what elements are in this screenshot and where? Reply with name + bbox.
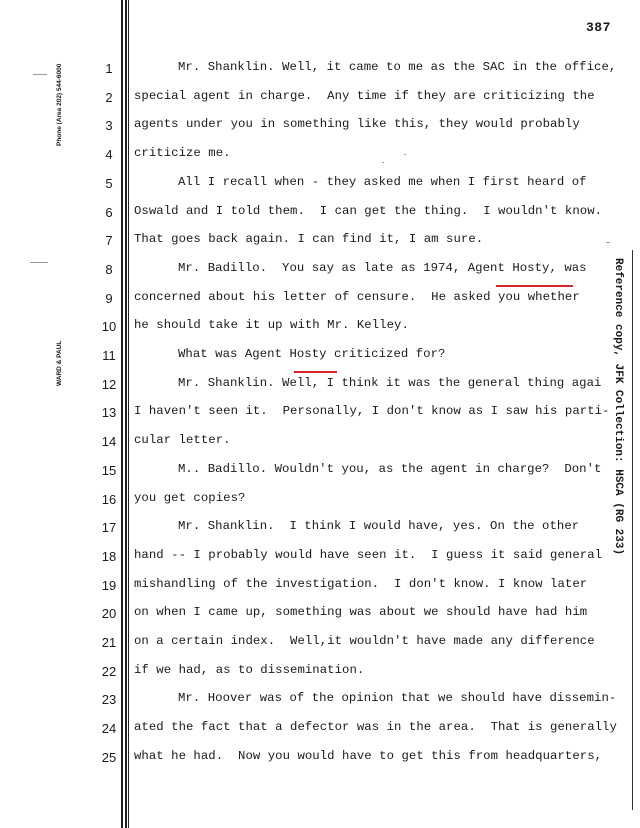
transcript-line: Mr. Shanklin. I think I would have, yes. On the other <box>178 519 580 534</box>
line-number: 8 <box>105 261 113 277</box>
scan-speck <box>30 262 48 263</box>
transcript-line: agents under you in something like this, they would probably <box>134 117 580 132</box>
line-number: 3 <box>105 118 113 134</box>
transcript-line: on when I came up, something was about we should have had him <box>134 605 588 620</box>
transcript-line: I haven't seen it. Personally, I don't know as I saw his parti- <box>134 404 610 419</box>
margin-rule-middle <box>125 0 127 828</box>
transcript-line: M.. Badillo. Wouldn't you, as the agent in charge? Don't <box>178 461 602 476</box>
line-number: 14 <box>101 434 117 450</box>
transcript-line: he should take it up with Mr. Kelley. <box>134 318 409 333</box>
transcript-line: Mr. Hoover was of the opinion that we should have dissemin- <box>178 691 617 706</box>
transcript-line: Mr. Shanklin. Well, it came to me as the SAC in the office, <box>178 60 617 74</box>
line-number: 4 <box>105 147 113 163</box>
scan-speck <box>382 162 384 163</box>
transcript-line: you get copies? <box>134 490 246 505</box>
line-number: 17 <box>101 520 117 536</box>
hosty-underline-line-11 <box>294 371 337 373</box>
line-number: 12 <box>101 376 117 392</box>
line-number: 10 <box>101 319 117 335</box>
line-number: 24 <box>101 721 117 737</box>
transcript-line: concerned about his letter of censure. He asked you whether <box>134 289 580 304</box>
transcript-line: Mr. Badillo. You say as late as 1974, Agent Hosty, was <box>178 260 587 275</box>
scan-speck <box>33 74 47 75</box>
line-number: 7 <box>105 233 113 249</box>
transcript-line: criticize me. <box>134 146 231 161</box>
transcript-line: What was Agent Hosty criticized for? <box>178 347 446 361</box>
line-number: 23 <box>101 692 117 708</box>
transcript-line: cular letter. <box>134 433 231 448</box>
line-number: 11 <box>102 348 116 363</box>
line-number: 22 <box>101 663 117 679</box>
line-number: 5 <box>105 175 113 191</box>
line-number: 20 <box>101 606 117 622</box>
right-margin-rule <box>632 250 633 810</box>
scan-speck <box>404 154 406 155</box>
line-number: 21 <box>101 635 117 650</box>
line-number: 19 <box>101 577 117 593</box>
margin-firm-name: WARD & PAUL <box>56 340 63 386</box>
transcript-line: mishandling of the investigation. I don't know. I know later <box>134 576 588 591</box>
transcript-line: if we had, as to dissemination. <box>134 662 365 677</box>
margin-rule-inner <box>128 0 129 828</box>
transcript-line: special agent in charge. Any time if they are criticizing the <box>134 88 595 103</box>
hosty-underline-line-8 <box>496 285 573 287</box>
line-number: 2 <box>105 89 113 105</box>
line-number: 1 <box>105 61 113 76</box>
transcript-line: All I recall when - they asked me when I first heard of <box>178 174 587 189</box>
page-number: 387 <box>586 20 611 35</box>
transcript-line: what he had. Now you would have to get this from headquarters, <box>134 748 603 763</box>
transcript-line: ated the fact that a defector was in the area. That is generally <box>134 720 617 735</box>
transcript-line: on a certain index. Well,it wouldn't have made any difference <box>134 634 595 648</box>
line-number: 6 <box>105 204 113 220</box>
line-number: 25 <box>101 749 117 765</box>
line-number: 15 <box>101 462 117 478</box>
transcript-line: Mr. Shanklin. Well, I think it was the general thing agai <box>178 375 602 390</box>
line-number: 13 <box>101 405 117 421</box>
archive-reference-stamp: Reference copy, JFK Collection: HSCA (RG 233) <box>612 258 624 556</box>
transcript-line: hand -- I probably would have seen it. I guess it said general <box>134 547 603 562</box>
transcript-line: That goes back again. I can find it, I am sure. <box>134 232 484 247</box>
scan-speck <box>606 242 610 243</box>
line-number: 18 <box>101 548 117 564</box>
margin-phone-number: Phone (Area 202) 544-6000 <box>56 63 63 146</box>
transcript-line: Oswald and I told them. I can get the thing. I wouldn't know. <box>134 203 603 218</box>
line-number: 16 <box>101 491 117 507</box>
line-number: 9 <box>105 290 113 306</box>
